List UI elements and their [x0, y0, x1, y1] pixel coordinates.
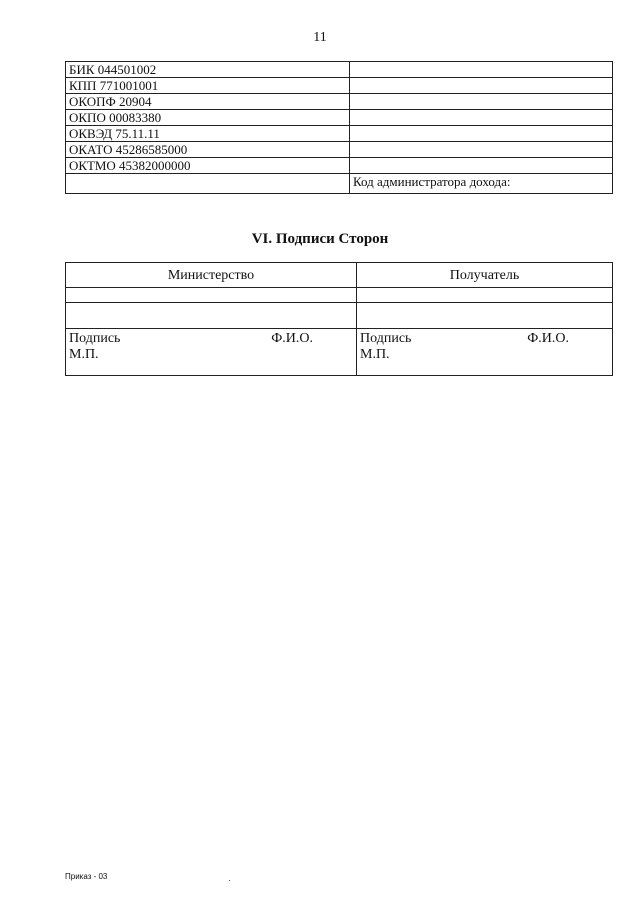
table-row: [66, 303, 613, 329]
table-row: [66, 142, 613, 158]
okopf-value-cell: [350, 94, 613, 110]
oktmo-value-cell: [350, 158, 613, 174]
page-number: 11: [313, 30, 327, 45]
recipient-blank-cell: [357, 288, 613, 303]
signature-label: Подпись: [360, 331, 412, 346]
ministry-blank-cell: [66, 288, 357, 303]
signatures-table: [65, 262, 613, 376]
footer-label: Приказ - 03: [65, 872, 108, 881]
table-row: [66, 329, 613, 376]
kpp-value-cell: [350, 78, 613, 94]
oktmo-cell: ОКТМО 45382000000: [66, 158, 350, 174]
revenue-admin-code-cell: Код администратора дохода:: [350, 174, 613, 194]
name-label: Ф.И.О.: [527, 331, 569, 346]
table-row: [66, 263, 613, 288]
stamp-label: М.П.: [69, 347, 99, 362]
table-row: [66, 62, 613, 78]
signature-label: Подпись: [69, 331, 121, 346]
table-row: [66, 126, 613, 142]
okpo-cell: ОКПО 00083380: [66, 110, 350, 126]
bik-value-cell: [350, 62, 613, 78]
kpp-cell: КПП 771001001: [66, 78, 350, 94]
signature-line: [69, 331, 353, 347]
okved-value-cell: [350, 126, 613, 142]
section-title: VI. Подписи Сторон: [251, 231, 389, 247]
table-row: [66, 174, 613, 194]
okato-cell: ОКАТО 45286585000: [66, 142, 350, 158]
bank-details-table: [65, 61, 613, 194]
okpo-value-cell: [350, 110, 613, 126]
bik-cell: БИК 044501002: [66, 62, 350, 78]
table-row: [66, 78, 613, 94]
ministry-blank-cell: [66, 303, 357, 329]
okopf-cell: ОКОПФ 20904: [66, 94, 350, 110]
table-row: [66, 288, 613, 303]
okato-value-cell: [350, 142, 613, 158]
signature-line: [360, 331, 609, 347]
ministry-header: Министерство: [66, 263, 357, 288]
okved-cell: ОКВЭД 75.11.11: [66, 126, 350, 142]
table-row: [66, 158, 613, 174]
empty-cell: [66, 174, 350, 194]
scan-dot: [229, 880, 230, 881]
stamp-label: М.П.: [360, 347, 390, 362]
recipient-signature-cell: [357, 329, 613, 376]
recipient-header: Получатель: [357, 263, 613, 288]
table-row: [66, 94, 613, 110]
name-label: Ф.И.О.: [271, 331, 313, 346]
table-row: [66, 110, 613, 126]
recipient-blank-cell: [357, 303, 613, 329]
ministry-signature-cell: [66, 329, 357, 376]
